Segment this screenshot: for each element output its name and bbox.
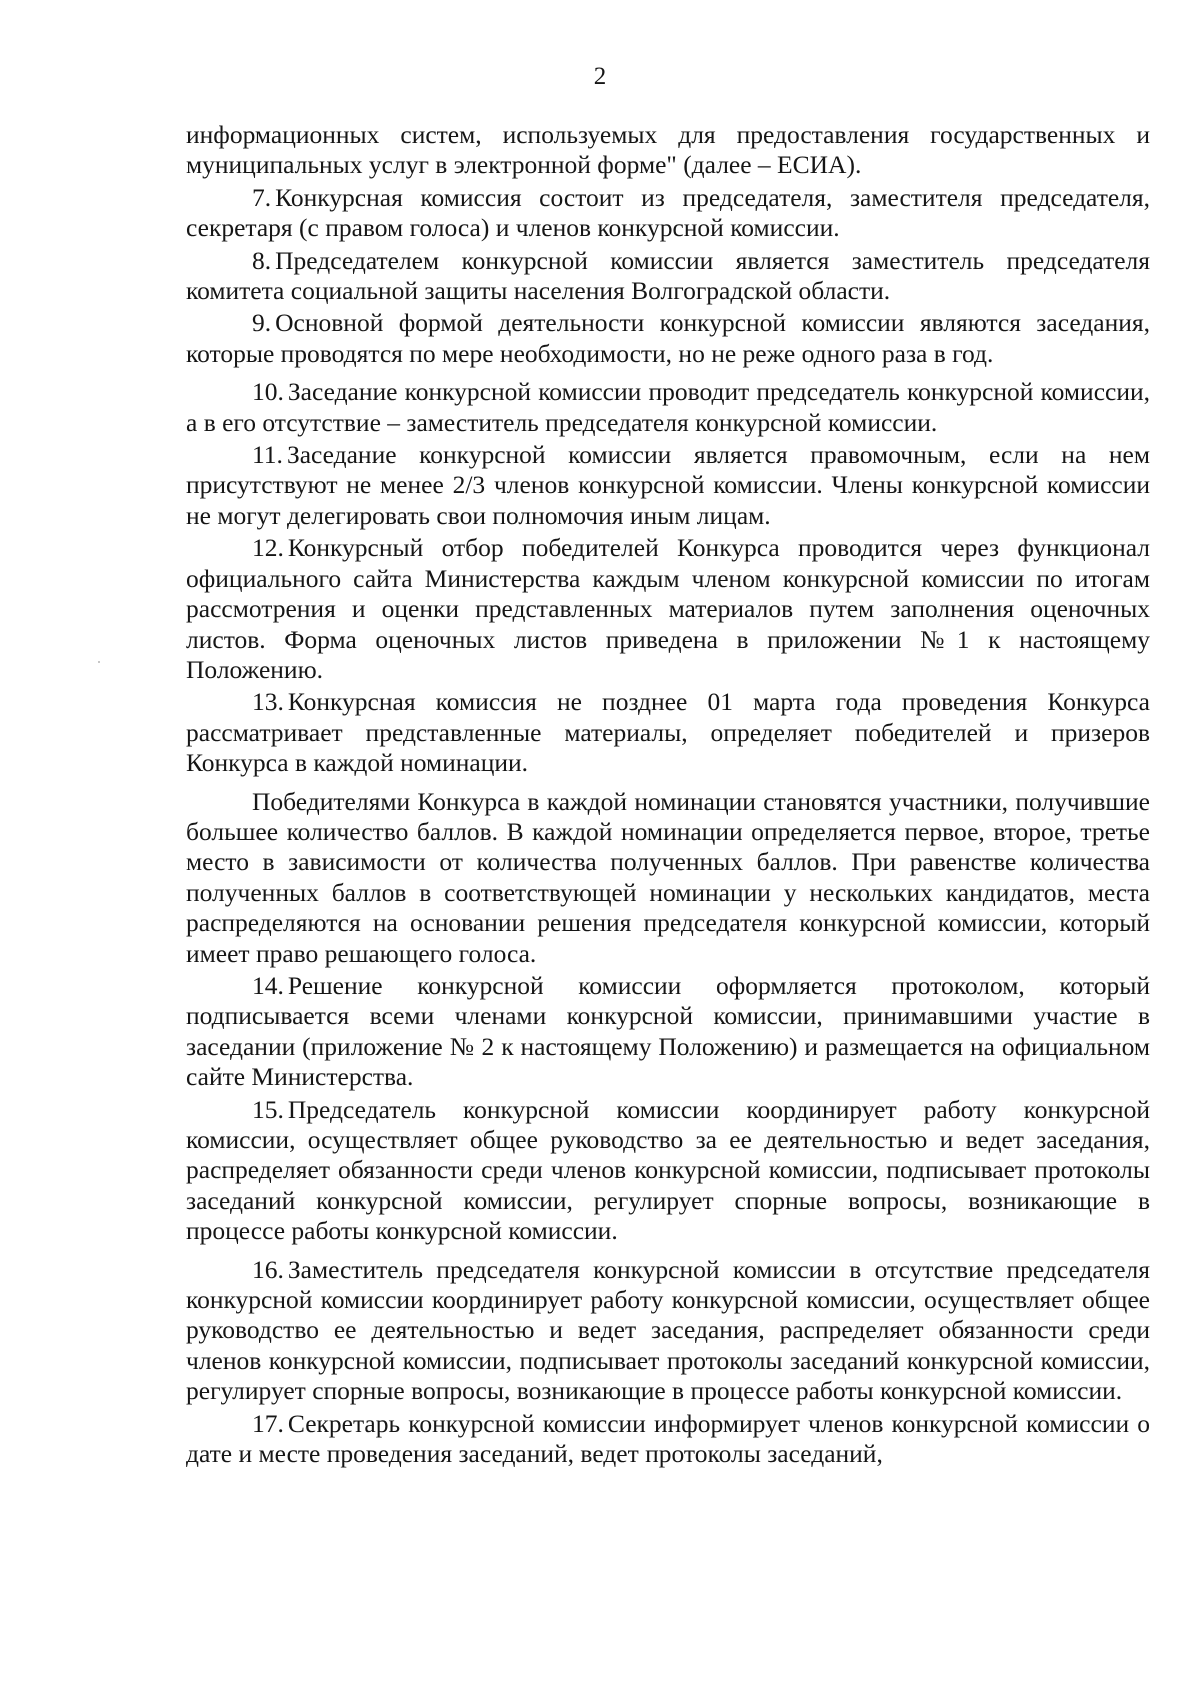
paragraph-text: Председателем конкурсной комиссии является заместитель председателя комитета социальной защиты населения Волгоградской области. [186,245,1150,306]
paragraph-text: Победителями Конкурса в каждой номинации становятся участники, получившие большее количество баллов. В каждой номинации определяется первое, второе, третье место в зависимости от количества полученных баллов. При равенстве количества полученных баллов в соответствующей номинации у нескольких кандидатов, места распределяются на основании решения председателя конкурсной комиссии, который имеет право решающего голоса. [186,786,1150,968]
paragraph-text: Заместитель председателя конкурсной комиссии в отсутствие председателя конкурсной комиссии координирует работу конкурсной комиссии, осуществляет общее руководство ее деятельностью и ведет заседания, распределяет обязанности среди членов конкурсной комиссии, подписывает протоколы заседаний конкурсной комиссии, регулирует спорные вопросы, возникающие в процессе работы конкурсной комиссии. [186,1254,1150,1406]
paragraph-item-8 [186,246,1150,307]
paragraph-item-12 [186,533,1150,685]
page-number: 2 [593,63,607,90]
paragraph-number: 8. [252,245,272,275]
paragraph-number: 15. [252,1094,284,1124]
paragraph-number: 7. [252,182,272,212]
document-body [186,120,1150,1471]
paragraph-item-7 [186,183,1150,244]
paragraph-number: 13. [252,687,284,717]
paragraph-text: Конкурсный отбор победителей Конкурса проводится через функционал официального сайта Министерства каждым членом конкурсной комиссии по итогам рассмотрения и оценки представленных материалов путем заполнения оценочных листов. Форма оценочных листов приведена в приложении №1 к настоящему Положению. [186,533,1150,684]
paragraph-item-14 [186,971,1150,1093]
paragraph-winners [186,787,1150,969]
paragraph-text: информационных систем, используемых для предоставления государственных и муниципальных услуг в электронной форме" (далее – ЕСИА). [186,120,1150,180]
paragraph-item-10 [186,377,1150,438]
paragraph-item-11 [186,440,1150,531]
paragraph-number: 9. [252,308,272,338]
paragraph-text: Конкурсная комиссия не позднее 01 марта года проведения Конкурса рассматривает представленные материалы, определяет победителей и призеров Конкурса в каждой номинации. [186,687,1150,778]
paragraph-number: 14. [252,970,284,1000]
paragraph-text: Решение конкурсной комиссии оформляется протоколом, который подписывается всеми членами конкурсной комиссии, принимавшими участие в заседании (приложение № 2 к настоящему Положению) и размещается на официальном сайте Министерства. [186,970,1150,1092]
paragraph-item-16 [186,1255,1150,1407]
paragraph-continuation [186,120,1150,181]
paragraph-text: Конкурсная комиссия состоит из председателя, заместителя председателя, секретаря (с правом голоса) и членов конкурсной комиссии. [186,182,1150,243]
paragraph-text: Основной формой деятельности конкурсной комиссии являются заседания, которые проводятся по мере необходимости, но не реже одного раза в год. [186,308,1150,368]
paragraph-item-15 [186,1095,1150,1247]
paragraph-number: 11. [252,440,283,470]
paragraph-number: 17. [252,1408,284,1438]
paragraph-text: Заседание конкурсной комиссии проводит председатель конкурсной комиссии, а в его отсутствие – заместитель председателя конкурсной комиссии. [186,377,1150,437]
paragraph-number: 12. [252,533,284,563]
paragraph-number: 10. [252,377,284,407]
paragraph-text: Заседание конкурсной комиссии является правомочным, если на нем присутствуют не менее 2/3 членов конкурсной комиссии. Члены конкурсной комиссии не могут делегировать свои полномочия иным лицам. [186,440,1150,530]
paragraph-item-17 [186,1409,1150,1470]
scan-speck [98,661,100,663]
paragraph-number: 16. [252,1254,284,1284]
paragraph-text: Секретарь конкурсной комиссии информирует членов конкурсной комиссии о дате и месте проведения заседаний, ведет протоколы заседаний, [186,1408,1150,1469]
paragraph-item-9 [186,308,1150,369]
paragraph-text: Председатель конкурсной комиссии координирует работу конкурсной комиссии, осуществляет общее руководство за ее деятельностью и ведет заседания, распределяет обязанности среди членов конкурсной комиссии, подписывает протоколы заседаний конкурсной комиссии, регулирует спорные вопросы, возникающие в процессе работы конкурсной комиссии. [186,1094,1150,1246]
paragraph-item-13 [186,687,1150,778]
